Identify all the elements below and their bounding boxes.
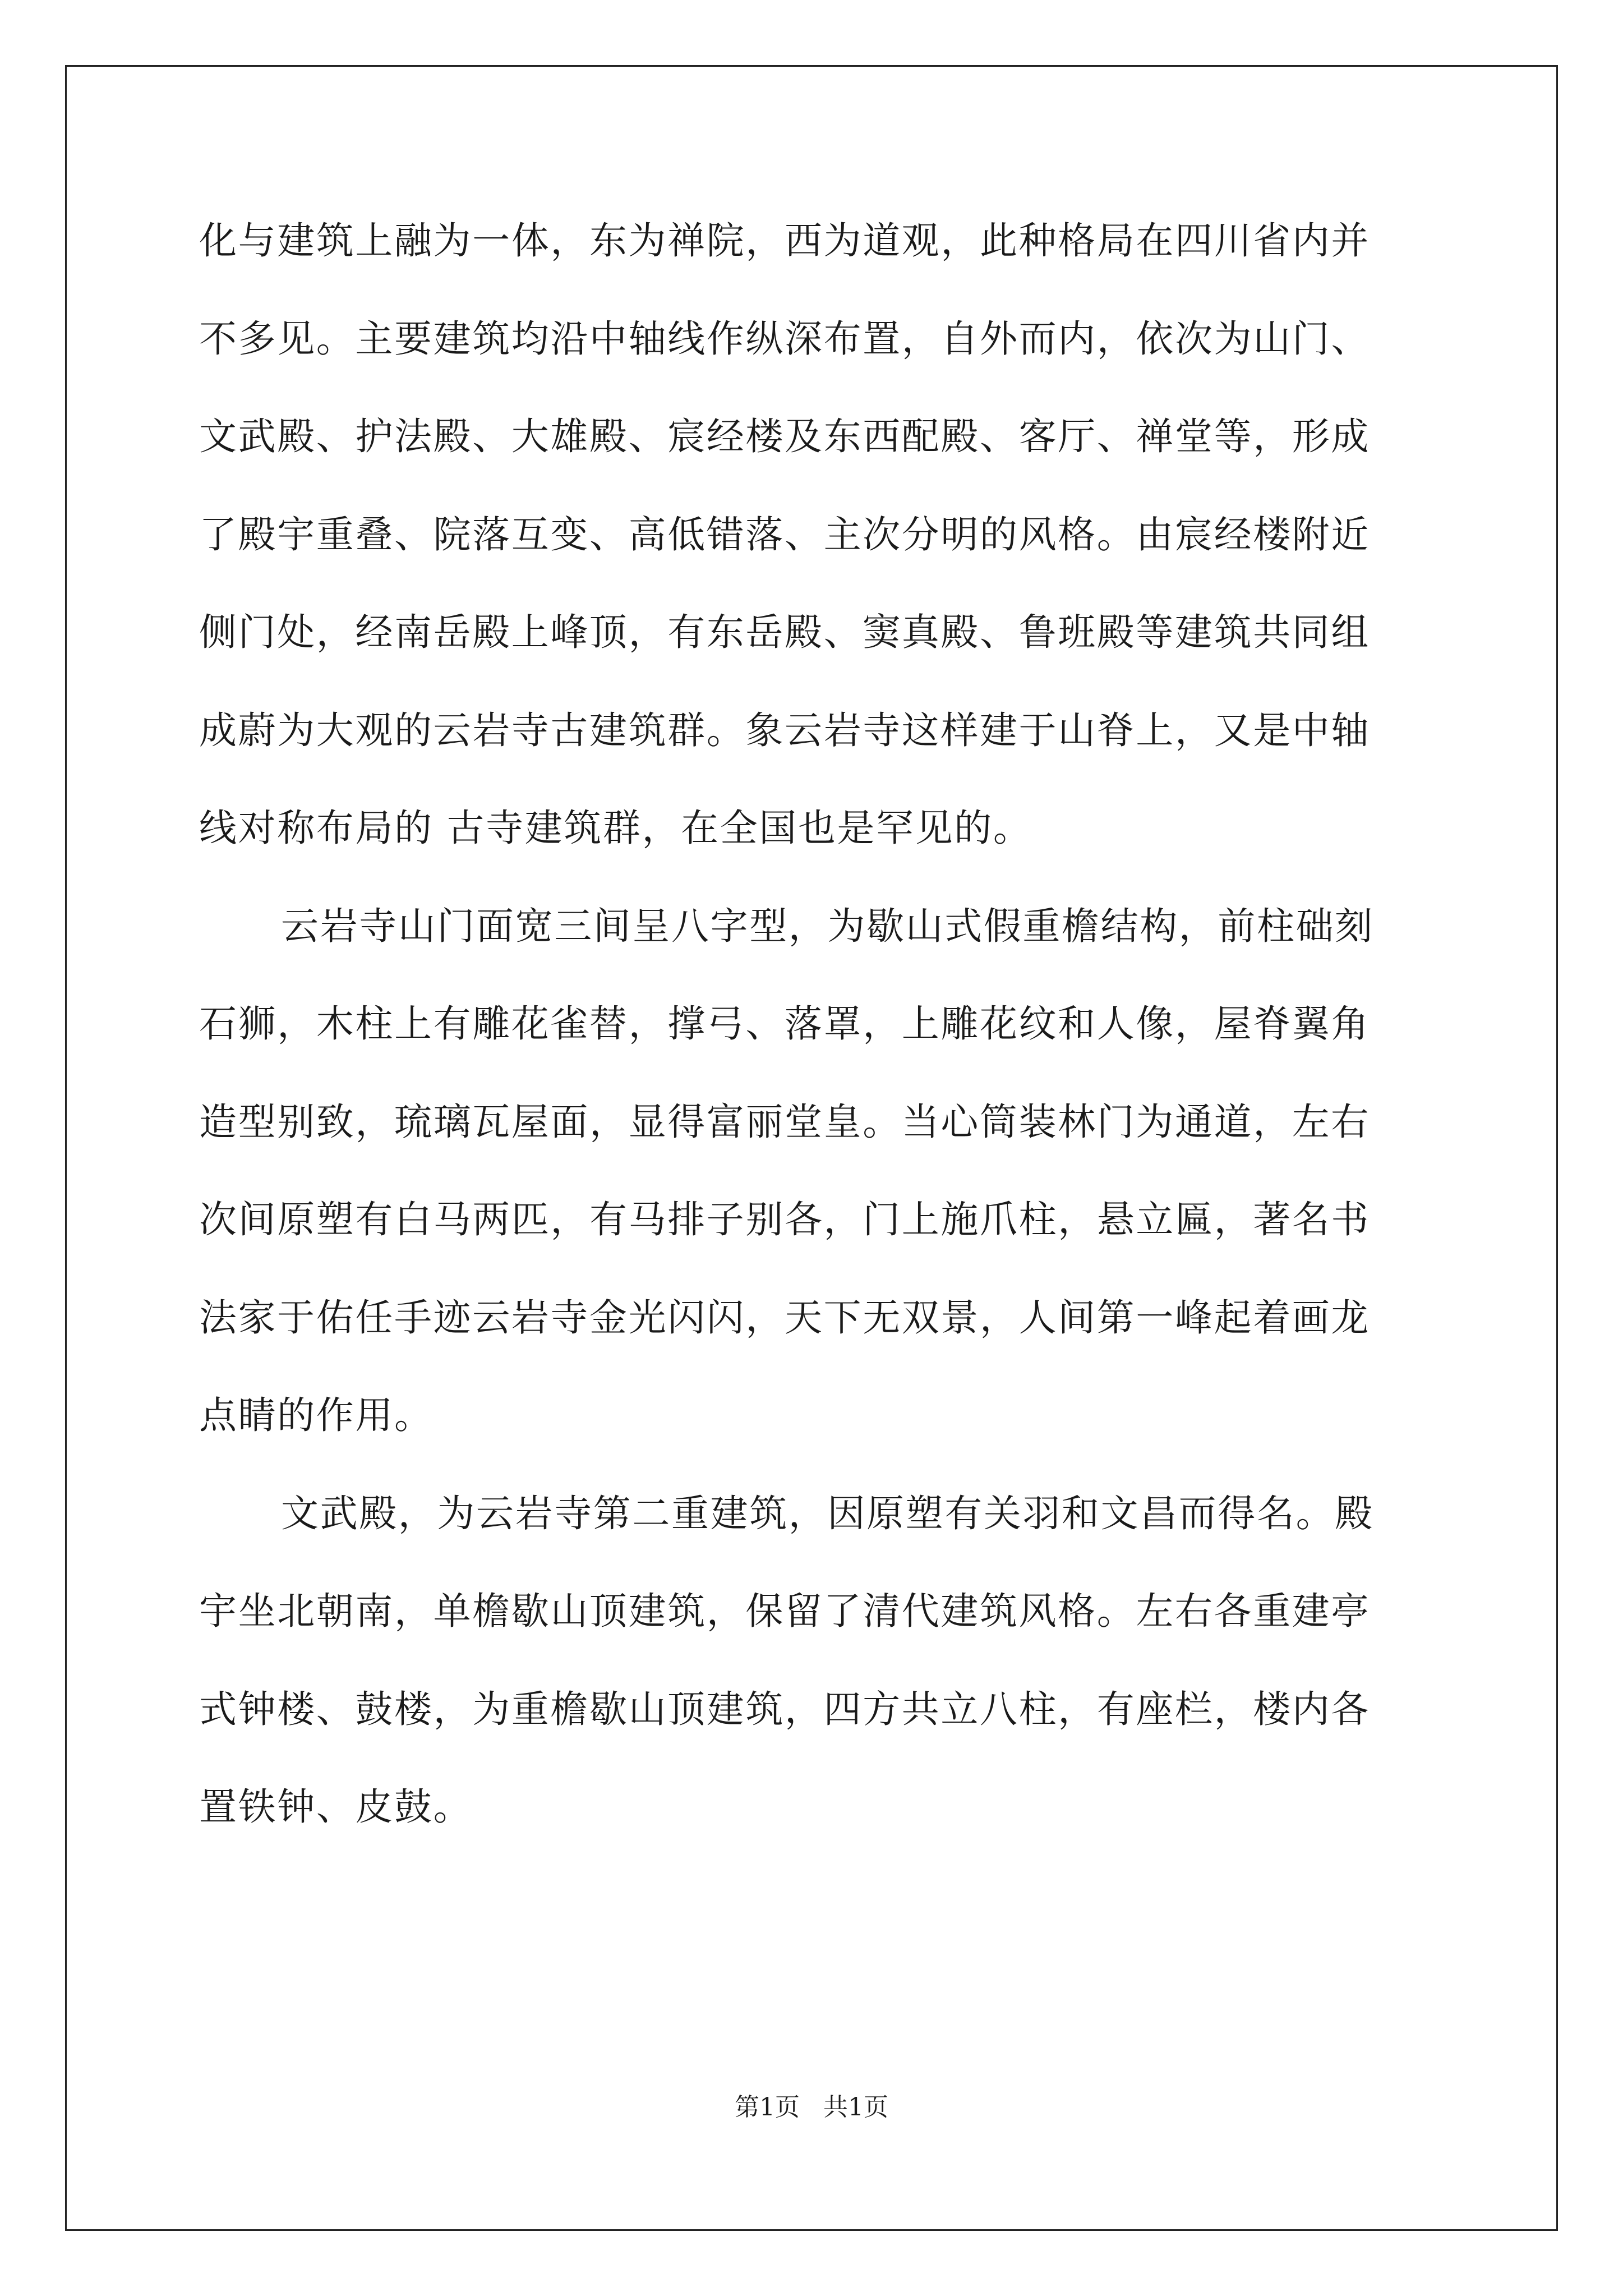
text-line: 文武殿、护法殿、大雄殿、宸经楼及东西配殿、客厅、禅堂等，形成 xyxy=(199,415,1370,458)
text-line: 线对称布局的 古寺建筑群，在全国也是罕见的。 xyxy=(199,806,1032,850)
text-line: 侧门处，经南岳殿上峰顶，有东岳殿、窦真殿、鲁班殿等建筑共同组 xyxy=(199,610,1370,654)
text-line: 次间原塑有白马两匹，有马排子别各，门上施爪柱，悬立匾，著名书 xyxy=(199,1198,1370,1241)
text-line: 云岩寺山门面宽三间呈八字型，为歇山式假重檐结构，前柱础刻 xyxy=(281,904,1374,948)
text-line: 成蔚为大观的云岩寺古建筑群。象云岩寺这样建于山脊上，又是中轴 xyxy=(199,708,1370,752)
page-number: 第1页 共1页 xyxy=(735,2093,888,2122)
text-line: 不多见。主要建筑均沿中轴线作纵深布置，自外而内，依次为山门、 xyxy=(199,316,1370,361)
text-line: 化与建筑上融为一体，东为禅院，西为道观，此种格局在四川省内并 xyxy=(199,219,1370,263)
text-line: 了殿宇重叠、院落互变、高低错落、主次分明的风格。由宸经楼附近 xyxy=(199,512,1370,556)
document-body xyxy=(199,215,1424,1880)
text-line: 式钟楼、鼓楼，为重檐歇山顶建筑，四方共立八柱，有座栏，楼内各 xyxy=(199,1687,1370,1731)
text-line: 点睛的作用。 xyxy=(199,1393,434,1437)
text-line: 文武殿，为云岩寺第二重建筑，因原塑有关羽和文昌而得名。殿 xyxy=(281,1491,1374,1535)
text-line: 石狮，木柱上有雕花雀替，撑弓、落罩，上雕花纹和人像，屋脊翼角 xyxy=(199,1002,1370,1046)
text-line: 法家于佑任手迹云岩寺金光闪闪，天下无双景，人间第一峰起着画龙 xyxy=(199,1295,1370,1340)
text-line: 造型别致，琉璃瓦屋面，显得富丽堂皇。当心筒装林门为通道，左右 xyxy=(199,1099,1370,1144)
text-line: 宇坐北朝南，单檐歇山顶建筑，保留了清代建筑风格。左右各重建亭 xyxy=(199,1589,1370,1633)
text-line: 置铁钟、皮鼓。 xyxy=(199,1785,473,1829)
